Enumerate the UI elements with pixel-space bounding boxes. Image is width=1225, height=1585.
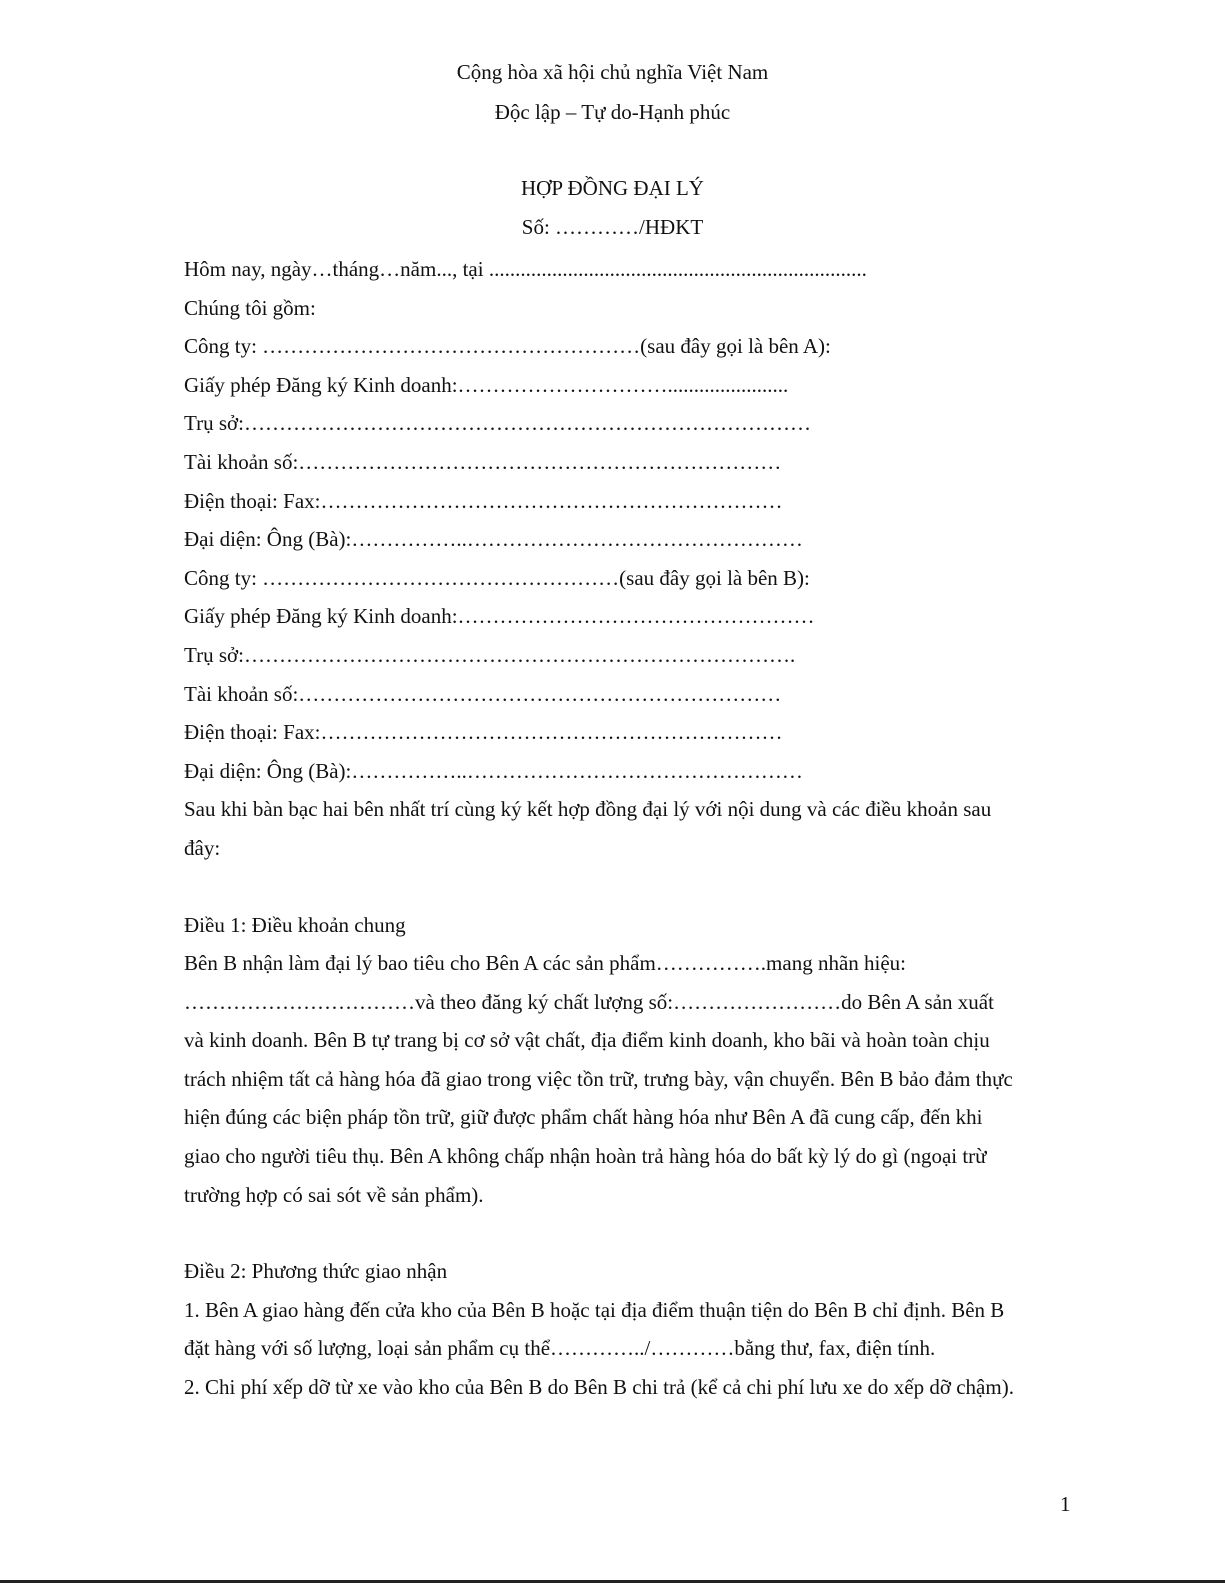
article-1-heading: Điều 1: Điều khoản chung xyxy=(184,912,406,937)
article-2-heading: Điều 2: Phương thức giao nhận xyxy=(184,1259,448,1284)
party-a-phone-fax: Điện thoại: Fax:………………………………………………………… xyxy=(184,488,783,513)
agreement-line-1: Sau khi bàn bạc hai bên nhất trí cùng ký kết hợp đồng đại lý với nội dung và các điều khoản sau xyxy=(184,797,992,822)
article-2-line: đặt hàng với số lượng, loại sản phẩm cụ thể…………../…………bằng thư, fax, điện tính. xyxy=(184,1336,936,1361)
agreement-line-2: đây: xyxy=(184,835,221,860)
motto: Độc lập – Tự do-Hạnh phúc xyxy=(494,100,731,124)
party-a-company: Công ty: ………………………………………………(sau đây gọi là bên A): xyxy=(184,334,831,359)
national-title: Cộng hòa xã hội chủ nghĩa Việt Nam xyxy=(456,60,769,84)
article-1-line: giao cho người tiêu thụ. Bên A không chấp nhận hoàn trả hàng hóa do bất kỳ lý do gì (ngoại trừ xyxy=(184,1144,987,1169)
date-place-line: Hôm nay, ngày…tháng…năm..., tại ........................................................................ xyxy=(184,257,867,281)
article-1-line: ……………………………và theo đăng ký chất lượng số:……………………do Bên A sản xuất xyxy=(184,989,994,1014)
party-a-office: Trụ sở:……………………………………………………………………… xyxy=(184,411,811,436)
spacer xyxy=(184,1214,1074,1252)
contract-title: HỢP ĐỒNG ĐẠI LÝ xyxy=(521,176,704,200)
contract-body xyxy=(184,250,1074,1407)
article-2-line: 1. Bên A giao hàng đến cửa kho của Bên B hoặc tại địa điểm thuận tiện do Bên B chỉ định. Bên B xyxy=(184,1297,1005,1322)
contract-number: Số: …………/HĐKT xyxy=(521,215,704,239)
bottom-rule xyxy=(0,1580,1225,1583)
article-1-line: Bên B nhận làm đại lý bao tiêu cho Bên A các sản phẩm…………….mang nhãn hiệu: xyxy=(184,951,907,976)
party-b-phone-fax: Điện thoại: Fax:………………………………………………………… xyxy=(184,720,783,745)
article-1-line: trường hợp có sai sót về sản phẩm). xyxy=(184,1182,484,1207)
party-b-office: Trụ sở:……………………………………………………………………. xyxy=(184,642,796,667)
we-include-line: Chúng tôi gồm: xyxy=(184,295,316,320)
party-a-account: Tài khoản số:…………………………………………………………… xyxy=(184,449,782,474)
party-b-company: Công ty: ……………………………………………(sau đây gọi là bên B): xyxy=(184,565,810,590)
party-b-representative: Đại diện: Ông (Bà):……………..………………………………………… xyxy=(184,758,803,783)
article-1-line: trách nhiệm tất cả hàng hóa đã giao trong việc tồn trữ, trưng bày, vận chuyển. Bên B bảo đảm thực xyxy=(184,1066,1013,1091)
article-1-line: hiện đúng các biện pháp tồn trữ, giữ được phẩm chất hàng hóa như Bên A đã cung cấp, đến khi xyxy=(184,1105,983,1130)
party-a-license: Giấy phép Đăng ký Kinh doanh:…………………………....................... xyxy=(184,372,789,397)
party-b-account: Tài khoản số:…………………………………………………………… xyxy=(184,681,782,706)
party-b-license: Giấy phép Đăng ký Kinh doanh:…………………………………………… xyxy=(184,604,815,629)
article-1-line: và kinh doanh. Bên B tự trang bị cơ sở vật chất, địa điểm kinh doanh, kho bãi và hoàn toàn chịu xyxy=(184,1028,990,1053)
page-number: 1 xyxy=(1060,1492,1071,1516)
party-a-representative: Đại diện: Ông (Bà):……………..………………………………………… xyxy=(184,527,803,552)
article-2-line: 2. Chi phí xếp dỡ từ xe vào kho của Bên B do Bên B chi trả (kể cả chi phí lưu xe do xếp dỡ chậm). xyxy=(184,1375,1014,1400)
spacer xyxy=(184,868,1074,906)
